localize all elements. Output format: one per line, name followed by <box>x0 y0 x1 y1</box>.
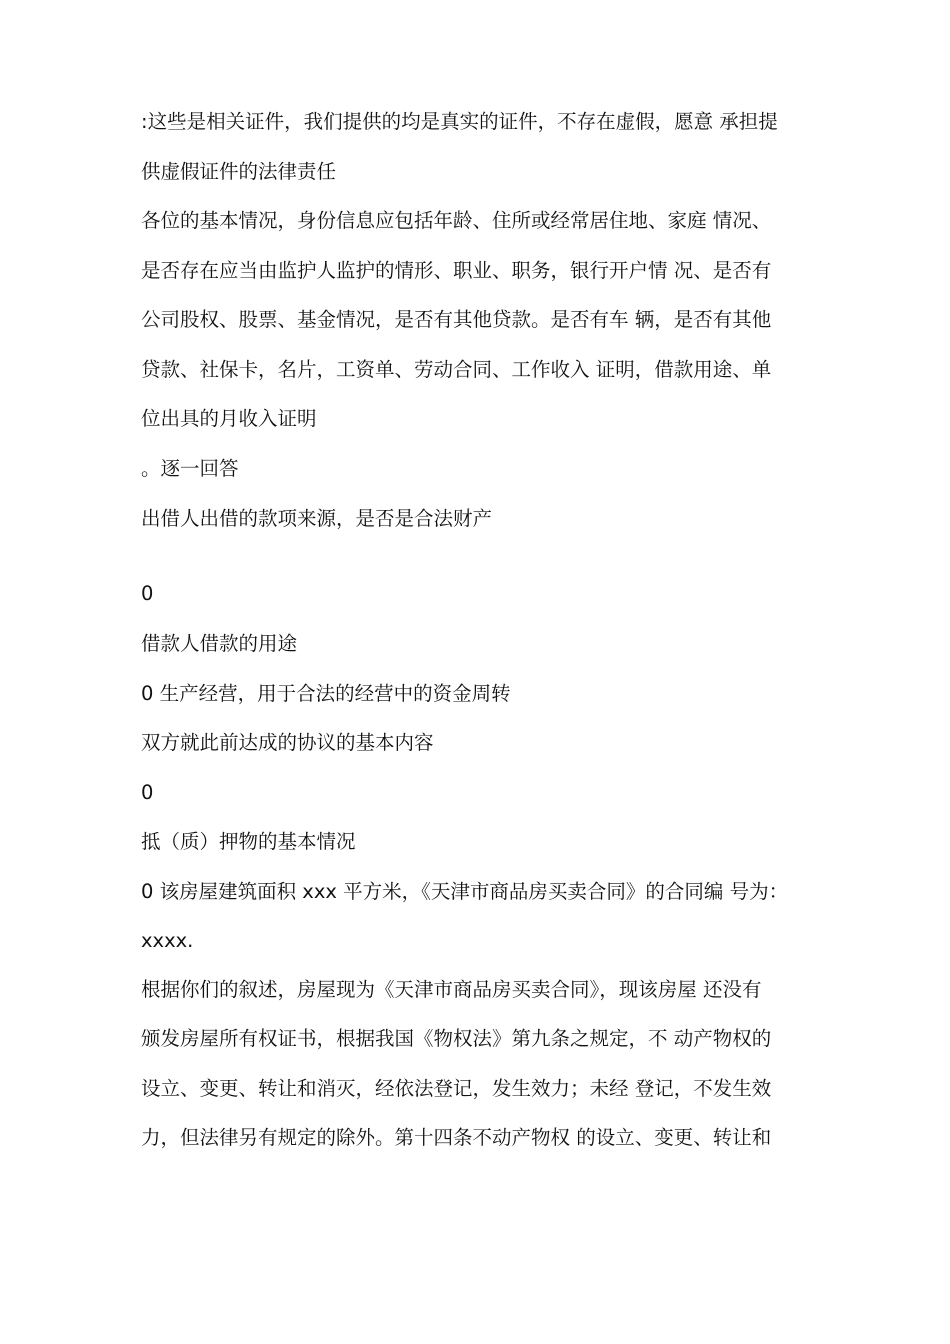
text-line: xxxx. <box>141 929 194 952</box>
text-line: 抵（质）押物的基本情况 <box>141 830 356 853</box>
text-line: 位出具的月收入证明 <box>141 407 317 430</box>
text-line: 0 <box>141 781 154 804</box>
text-line: :这些是相关证件，我们提供的均是真实的证件，不存在虚假，愿意 承担提 <box>141 110 778 133</box>
text-line: 出借人出借的款项来源，是否是合法财产 <box>141 507 493 530</box>
text-line: 贷款、社保卡，名片，工资单、劳动合同、工作收入 证明，借款用途、单 <box>141 358 772 381</box>
text-line: 公司股权、股票、基金情况，是否有其他贷款。是否有车 辆，是否有其他 <box>141 308 772 331</box>
text-line: 供虚假证件的法律责任 <box>141 160 337 183</box>
text-line: 双方就此前达成的协议的基本内容 <box>141 731 434 754</box>
text-line: 力，但法律另有规定的除外。第十四条不动产物权 的设立、变更、转让和 <box>141 1126 772 1149</box>
text-line: 颁发房屋所有权证书，根据我国《物权法》第九条之规定，不 动产物权的 <box>141 1027 772 1050</box>
text-line: 是否存在应当由监护人监护的情形、职业、职务，银行开户情 况、是否有 <box>141 259 772 282</box>
text-line: 0 该房屋建筑面积 xxx 平方米，《天津市商品房买卖合同》的合同编 号为： <box>141 880 789 903</box>
text-line: 借款人借款的用途 <box>141 632 298 655</box>
text-line: 0 <box>141 582 154 605</box>
text-line: 根据你们的叙述，房屋现为《天津市商品房买卖合同》，现该房屋 还没有 <box>141 978 762 1001</box>
text-line: 各位的基本情况，身份信息应包括年龄、住所或经常居住地、家庭 情况、 <box>141 209 772 232</box>
text-line: 设立、变更、转让和消灭，经依法登记，发生效力；未经 登记，不发生效 <box>141 1077 772 1100</box>
text-line: 。逐一回答 <box>141 457 239 480</box>
text-line: 0 生产经营，用于合法的经营中的资金周转 <box>141 682 511 705</box>
